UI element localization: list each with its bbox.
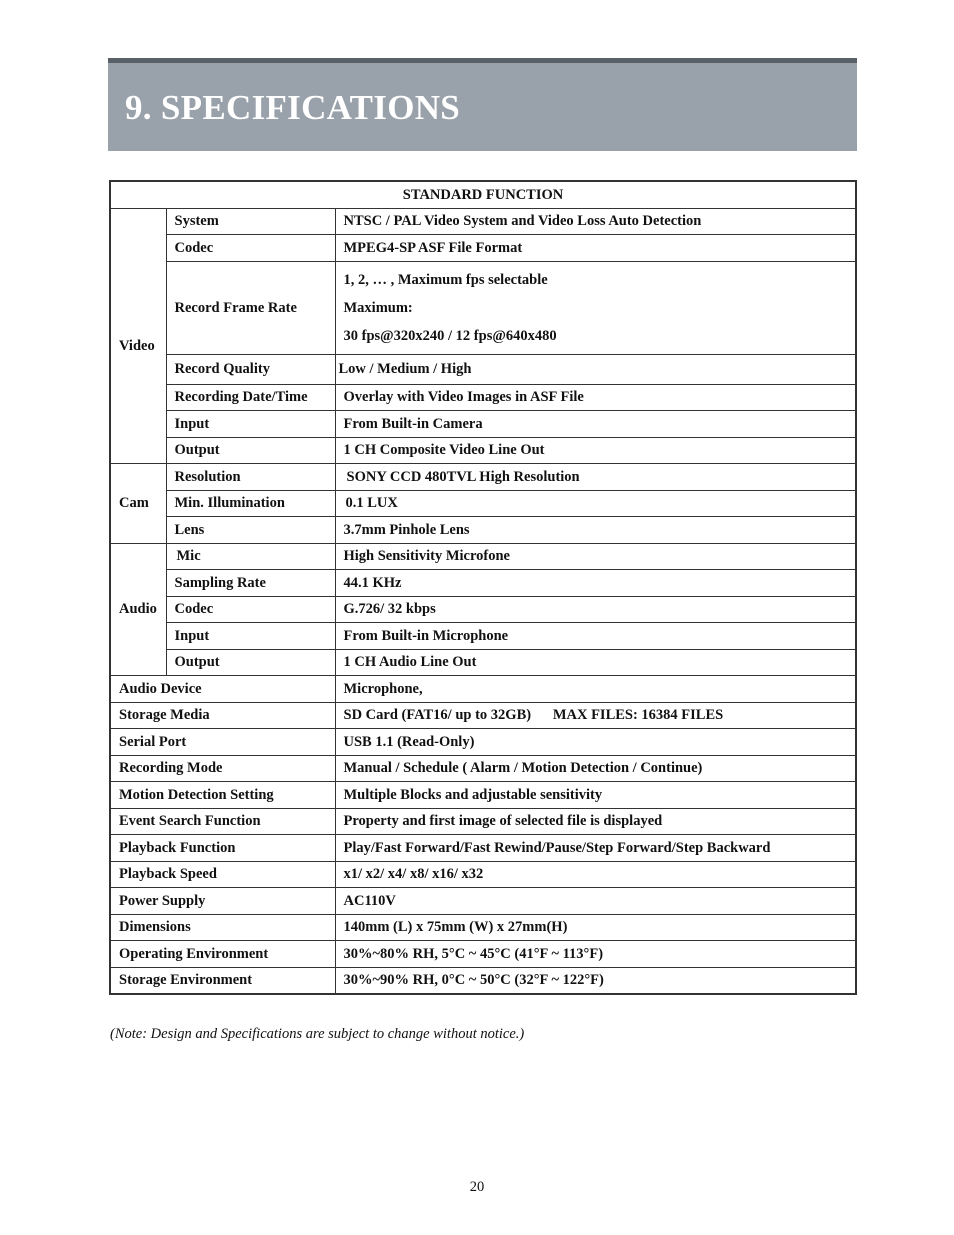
spec-label: Record Quality [166,354,335,384]
table-row [110,676,856,703]
spec-label: Storage Media [110,702,335,729]
spec-value: High Sensitivity Microfone [335,543,856,570]
table-row [110,967,856,994]
table-header: STANDARD FUNCTION [110,181,856,208]
table-row [110,782,856,809]
table-row [110,649,856,676]
spec-value: Overlay with Video Images in ASF File [335,384,856,411]
table-row [110,208,856,235]
spec-label: Recording Date/Time [166,384,335,411]
table-row [110,437,856,464]
table-row [110,261,856,354]
table-row [110,623,856,650]
spec-value: Low / Medium / High [335,354,856,384]
spec-value: NTSC / PAL Video System and Video Loss Auto Detection [335,208,856,235]
spec-label: Serial Port [110,729,335,756]
table-row [110,517,856,544]
spec-label: System [166,208,335,235]
table-row [110,835,856,862]
spec-label: Audio Device [110,676,335,703]
table-row [110,729,856,756]
table-row [110,490,856,517]
spec-value: 140mm (L) x 75mm (W) x 27mm(H) [335,914,856,941]
spec-label: Storage Environment [110,967,335,994]
table-row [110,570,856,597]
table-row [110,755,856,782]
specifications-table [109,180,857,995]
spec-label: Output [166,437,335,464]
spec-value: USB 1.1 (Read-Only) [335,729,856,756]
spec-value: Play/Fast Forward/Fast Rewind/Pause/Step Forward/Step Backward [335,835,856,862]
spec-label: Codec [166,596,335,623]
spec-label: Input [166,411,335,438]
table-row [110,941,856,968]
spec-label: Motion Detection Setting [110,782,335,809]
page-number: 20 [469,1179,485,1195]
spec-value: SD Card (FAT16/ up to 32GB) MAX FILES: 16384 FILES [335,702,856,729]
spec-label: Playback Speed [110,861,335,888]
spec-value: Multiple Blocks and adjustable sensitivity [335,782,856,809]
group-label-cam: Cam [110,464,166,544]
spec-label: Lens [166,517,335,544]
spec-value-line: Maximum: [343,299,413,316]
spec-value: 1 CH Audio Line Out [335,649,856,676]
table-row [110,888,856,915]
spec-value: From Built-in Microphone [335,623,856,650]
table-row [110,464,856,491]
spec-label: Event Search Function [110,808,335,835]
table-row [110,543,856,570]
spec-value: 30%~90% RH, 0°C ~ 50°C (32°F ~ 122°F) [335,967,856,994]
spec-label: Power Supply [110,888,335,915]
table-row [110,914,856,941]
spec-value: x1/ x2/ x4/ x8/ x16/ x32 [335,861,856,888]
spec-label: Playback Function [110,835,335,862]
table-row [110,596,856,623]
spec-value: Microphone, [335,676,856,703]
spec-label: Recording Mode [110,755,335,782]
table-row [110,235,856,262]
spec-label: Codec [166,235,335,262]
spec-value: 1 CH Composite Video Line Out [335,437,856,464]
spec-label: Output [166,649,335,676]
spec-value: Manual / Schedule ( Alarm / Motion Detection / Continue) [335,755,856,782]
table-row [110,861,856,888]
spec-value: 0.1 LUX [335,490,856,517]
spec-label: Record Frame Rate [166,261,335,354]
group-label-audio: Audio [110,543,166,676]
spec-value: 30%~80% RH, 5°C ~ 45°C (41°F ~ 113°F) [335,941,856,968]
spec-value: AC110V [335,888,856,915]
spec-value: SONY CCD 480TVL High Resolution [335,464,856,491]
spec-value: MPEG4-SP ASF File Format [335,235,856,262]
group-label-video: Video [110,208,166,464]
section-title: 9. SPECIFICATIONS [125,88,461,127]
spec-label: Operating Environment [110,941,335,968]
spec-value-line: 30 fps@320x240 / 12 fps@640x480 [343,327,557,344]
spec-value: 3.7mm Pinhole Lens [335,517,856,544]
table-row [110,354,856,384]
section-title-band [108,58,857,151]
spec-value: Property and first image of selected file is displayed [335,808,856,835]
spec-value: From Built-in Camera [335,411,856,438]
spec-value: 44.1 KHz [335,570,856,597]
spec-value: G.726/ 32 kbps [335,596,856,623]
spec-label: Mic [166,543,335,570]
table-row [110,384,856,411]
spec-label: Resolution [166,464,335,491]
table-row [110,702,856,729]
disclaimer-note: (Note: Design and Specifications are subject to change without notice.) [110,1026,525,1042]
spec-label: Dimensions [110,914,335,941]
table-row [110,808,856,835]
spec-label: Input [166,623,335,650]
spec-value-multiline [335,261,856,354]
spec-value-line: 1, 2, … , Maximum fps selectable [343,271,548,288]
spec-label: Sampling Rate [166,570,335,597]
table-row [110,411,856,438]
spec-label: Min. Illumination [166,490,335,517]
